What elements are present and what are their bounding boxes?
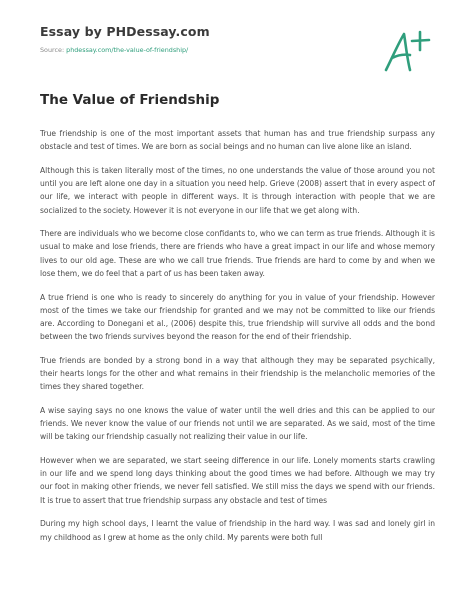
essay-paragraph: True friendship is one of the most important assets that human has and true friendship surpass any obstacle and test of times. We are born as social beings and no human can live alone like an island.	[40, 129, 435, 152]
essay-paragraph: However when we are separated, we start seeing difference in our life. Lonely moments starts crawling in our life and we spend long days thinking about the good times we had before. Although we may try our foot in making other friends, we never fell satisfied. We still miss the days we spend with our friends. It is true to assert that true friendship surpass any obstacle and test of times	[40, 456, 435, 505]
a-plus-logo-icon	[380, 28, 432, 74]
source-label: Source:	[40, 46, 67, 54]
essay-body	[40, 127, 435, 554]
essay-title: The Value of Friendship	[40, 92, 220, 108]
essay-paragraph: Although this is taken literally most of the times, no one understands the value of those around you not until you are left alone one day in a situation you need help. Grieve (2008) assert that in every aspect of our life, we interact with people in different ways. It is through interaction with people that we are socialized to the society. However it is not everyone in our life that we get along with.	[40, 165, 435, 215]
source-link[interactable]: phdessay.com/the-value-of-friendship/	[66, 46, 189, 54]
source-line	[40, 46, 188, 54]
essay-paragraph: A true friend is one who is ready to sincerely do anything for you in value of your friendship. However most of the times we take our friendship for granted and we may not be committed to like our friends are. According to Donegani et al., (2006) despite this, true friendship will survive all odds and the bond between the two friends survives beyond the reason for the end of their friendship.	[40, 292, 435, 342]
essay-paragraph: There are individuals who we become close confidants to, who we can term as true friends. Although it is usual to make and lose friends, there are friends who have a great impact in our life and whose memory lives to our old age. These are who we call true friends. True friends are hard to come by and when we lose them, we do feel that a part of us has been taken away.	[40, 229, 435, 278]
essay-paragraph: During my high school days, I learnt the value of friendship in the hard way. I was sad and lonely girl in my childhood as I grew at home as the only child. My parents were both full	[40, 519, 435, 542]
site-brand: Essay by PHDessay.com	[40, 24, 210, 39]
essay-paragraph: A wise saying says no one knows the value of water until the well dries and this can be applied to our friends. We never know the value of our friends not until we are separated. As we said, most of the time will be taking our friendship casually not realizing their value in our life.	[40, 405, 435, 442]
essay-paragraph: True friends are bonded by a strong bond in a way that although they may be separated psychically, their hearts longs for the other and what remains in their friendship is the melancholic memories of the times they shared together.	[40, 355, 435, 392]
